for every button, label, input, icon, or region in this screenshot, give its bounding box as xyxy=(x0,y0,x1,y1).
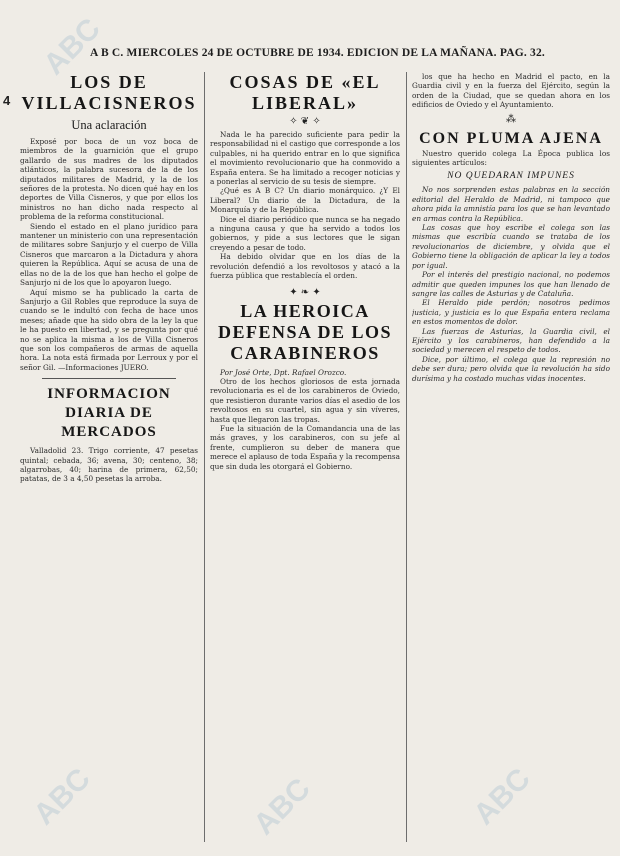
paragraph: Nada le ha parecido suficiente para pedir la responsabilidad ni el castigo que corresponde a los culpables, ni ha querido entrar en lo que significa el movimiento revolucionario que ha conmovido a España entera. Se ha limitado a recoger noticias y a ponerlas al servicio de su tesis de siempre. xyxy=(210,130,400,187)
paragraph: Otro de los hechos gloriosos de esta jornada revolucionaria es el de los carabineros de Oviedo, que resistieron durante varios días el asedio de los revoltosos en su cuartel, sin agua y sin víveres, hasta que llegaron las tropas. xyxy=(210,376,400,424)
article-body xyxy=(412,149,610,168)
paragraph: Aquí mismo se ha publicado la carta de Sanjurjo a Gil Robles que reproduce la suya de cuando se le indultó con fecha de hace unos meses; añade que ha sido obra de la ley la que le ha puesto en libertad, y se pregunta por qué no se aplica la misma a los de Villa Cisneros que son los compañeros de armas de aquella hora. La nota está firmada por Lerroux y por el señor Gil. —Informaciones JUERO. xyxy=(20,287,198,372)
article-body xyxy=(20,137,198,372)
paragraph: ¿Qué es A B C? Un diario monárquico. ¿Y El Liberal? Un diario de la Dictadura, de la Monarquía y de la República. xyxy=(210,186,400,215)
article-body xyxy=(412,185,610,383)
paragraph: los que ha hecho en Madrid el pacto, en la Guardia civil y en la fuerza del Ejército, según la orden de la Ciudad, que se quedan ahora en los edificios de Oviedo y el Ayuntamiento. xyxy=(412,72,610,110)
paragraph: Siendo el estado en el plano jurídico para mantener un ministerio con una representación de militares sobre Sanjurjo y el cuerpo de Villa Cisneros que marcaron a la Dictadura y ahora quieren la República. Aquí se acusa de una de ellas no de la de los que han hecho el golpe de Sanjurjo ni de los que lo apoyaron luego. xyxy=(20,221,198,288)
article-subtitle: Una aclaración xyxy=(71,118,147,132)
watermark-text: ABC xyxy=(467,761,537,832)
watermark-text: ABC xyxy=(27,761,97,832)
paragraph: Ha debido olvidar que en los días de la revolución defendió a los revoltosos y atacó a la fuerza pública que restablecía el orden. xyxy=(210,252,400,281)
paragraph: Exposé por boca de un voz boca de miembros de la guarnición que el grupo gallardo de sus madres de los diputados atlánticos, la palabra sucesora de la de los diputados militares de Madrid, y la de los señores de la protesta. No dicen qué hay en los deportes de Villa Cisneros, y que por ellos los ministros no han dicho nada respecto al problema de la reforma constitucional. xyxy=(20,137,198,222)
paragraph: Las fuerzas de Asturias, la Guardia civil, el Ejército y los carabineros, han defendido a la sociedad y merecen el respeto de todos. xyxy=(412,326,610,355)
column-2 xyxy=(210,72,400,471)
ornament: ✦ ❧ ✦ xyxy=(289,286,321,298)
margin-marker: 4 xyxy=(3,93,11,108)
paragraph: Valladolid 23. Trigo corriente, 47 pesetas quintal; cebada, 36; avena, 30; centeno, 38; algarrobas, 40; harina de primera, 62,50; patatas, de 3 a 4,50 pesetas la arroba. xyxy=(20,446,198,484)
article-title: INFORMACION DIARIA DE MERCADOS xyxy=(47,386,171,441)
article-body xyxy=(20,446,198,484)
article-body xyxy=(412,72,610,110)
column-rule xyxy=(406,72,407,842)
watermark-text: ABC xyxy=(247,771,317,842)
paragraph: Las cosas que hoy escribe el colega son las mismas que escribía cuando se trataba de los revolucionarios de diciembre, y olvida que el Gobierno tiene la obligación de aplicar la ley a todos por igual. xyxy=(412,223,610,270)
divider xyxy=(42,378,176,379)
paragraph: Dice, por último, el colega que la represión no debe ser dura; pero olvida que la revolución ha sido durísima y ha costado muchas vidas inocentes. xyxy=(412,354,610,383)
paragraph: Nuestro querido colega La Época publica los siguientes artículos: xyxy=(412,148,610,168)
article-body xyxy=(210,368,400,471)
article-title: CON PLUMA AJENA xyxy=(419,129,603,147)
paragraph: El Heraldo pide perdón; nosotros pedimos justicia, y justicia es lo que España entera reclama en estos momentos de dolor. xyxy=(412,298,610,327)
ornament: ⁂ xyxy=(506,113,516,125)
article-subtitle: NO QUEDARAN IMPUNES xyxy=(447,171,575,182)
watermark-text: ABC xyxy=(37,11,107,82)
article-title: COSAS DE «EL LIBERAL» xyxy=(229,72,381,113)
paragraph: Dice el diario periódico que nunca se ha negado a ninguna causa y que ha servido a todos los gobiernos, y pide a sus lectores que le sigan creyendo a pesar de todo. xyxy=(210,214,400,252)
column-1 xyxy=(20,72,198,484)
paragraph: No nos sorprenden estas palabras en la sección editorial del Heraldo de Madrid, ni tampoco que ahora pida la amnistía para los que se han levantado en armas contra la República. xyxy=(412,185,610,223)
column-3 xyxy=(412,72,610,383)
paragraph: Fue la situación de la Comandancia una de las más graves, y los carabineros, con su jefe al frente, cumplieron su deber de manera que merece el aplauso de toda España y la recompensa que sin duda les otorgará el Gobierno. xyxy=(210,423,400,471)
paragraph: Por el interés del prestigio nacional, no podemos admitir que queden impunes los que han llenado de sangre las calles de Asturias y de Cataluña. xyxy=(412,270,610,298)
column-rule xyxy=(204,72,205,842)
article-body xyxy=(210,130,400,281)
ornament: ✧ ❦ ✧ xyxy=(289,116,321,127)
byline: Por José Orte, Dpt. Rafael Orozco. xyxy=(220,367,347,377)
article-title: LOS DE VILLACISNEROS xyxy=(21,72,197,113)
masthead: A B C. MIERCOLES 24 DE OCTUBRE DE 1934. EDICION DE LA MAÑANA. PAG. 32. xyxy=(90,47,545,59)
article-title: LA HEROICA DEFENSA DE LOS CARABINEROS xyxy=(217,300,393,363)
